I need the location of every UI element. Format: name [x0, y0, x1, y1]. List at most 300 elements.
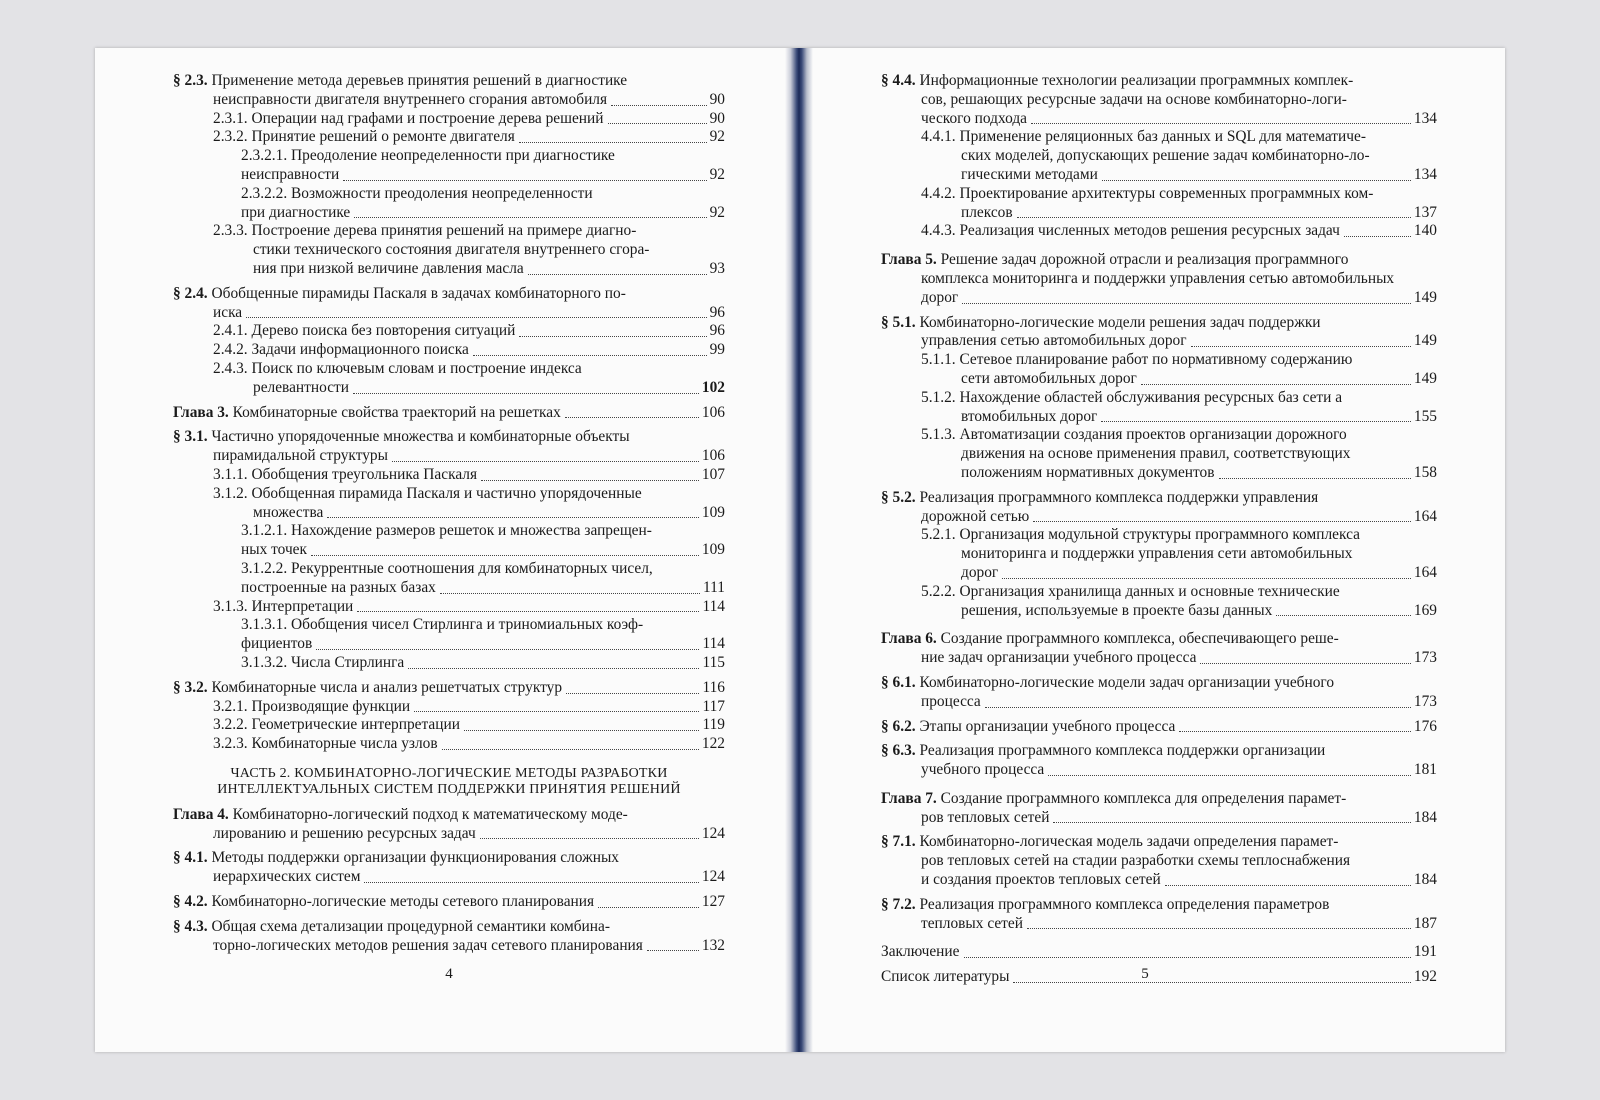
- toc-page-number: 173: [1413, 692, 1437, 710]
- leader-dots: [1033, 521, 1411, 522]
- toc-entry-text: Обобщенные пирамиды Паскаля в задачах комбинаторного по-: [211, 284, 626, 302]
- toc-entry-line: [241, 635, 725, 654]
- toc-entry[interactable]: [881, 128, 1437, 184]
- toc-entry-line: [921, 445, 1437, 464]
- leader-dots: [1344, 236, 1411, 237]
- toc-entry-title: Заключение: [881, 943, 960, 961]
- toc-entry[interactable]: [173, 428, 725, 466]
- toc-entry-line: [881, 693, 1437, 712]
- toc-entry-text: [921, 693, 981, 712]
- toc-entry[interactable]: [881, 943, 1437, 962]
- toc-entry[interactable]: [881, 630, 1437, 668]
- toc-entry[interactable]: [173, 806, 725, 844]
- leader-dots: [311, 555, 699, 556]
- toc-entry-text: [241, 541, 307, 560]
- toc-page-number: 191: [1413, 943, 1437, 961]
- toc-entry-text: сов, решающих ресурсные задачи на основе комбинаторно-логи-: [921, 90, 1347, 108]
- toc-entry[interactable]: [881, 896, 1437, 934]
- toc-entry[interactable]: [173, 560, 725, 598]
- toc-page-number: 93: [709, 259, 725, 277]
- toc-entry[interactable]: [173, 698, 725, 717]
- toc-entry-text: [961, 370, 1137, 389]
- toc-entry-text: [241, 579, 436, 598]
- toc-entry-line: [213, 128, 725, 147]
- toc-entry-text: [213, 868, 360, 887]
- toc-entry-line: [881, 852, 1437, 871]
- toc-entry-title: Список литературы: [881, 968, 1010, 986]
- toc-page-number: 149: [1413, 332, 1437, 350]
- toc-page-number: 164: [1413, 507, 1437, 525]
- toc-entry-line: [213, 260, 725, 279]
- toc-page-number: 127: [701, 893, 725, 911]
- toc-page-number: 114: [702, 635, 725, 653]
- toc-entry[interactable]: [173, 285, 725, 323]
- toc-page-number: 124: [701, 824, 725, 842]
- leader-dots: [1102, 180, 1411, 181]
- toc-page-number: 149: [1413, 288, 1437, 306]
- toc-entry[interactable]: [881, 351, 1437, 389]
- toc-entry[interactable]: [881, 526, 1437, 582]
- toc-entry[interactable]: [881, 742, 1437, 780]
- toc-page-number: 158: [1413, 463, 1437, 481]
- toc-entry-text: 5.2.2. Организация хранилища данных и основные технические: [921, 582, 1340, 600]
- toc-entry-text: [213, 825, 476, 844]
- toc-entry-marker: § 3.2.: [173, 678, 208, 696]
- toc-entry-text: 4.4.2. Проектирование архитектуры современных программных ком-: [921, 184, 1374, 202]
- toc-entry[interactable]: [173, 598, 725, 617]
- toc-page-number: 115: [702, 653, 725, 671]
- toc-entry-text: [213, 698, 410, 717]
- leader-dots: [1101, 421, 1411, 422]
- toc-entry[interactable]: [881, 426, 1437, 482]
- toc-entry[interactable]: [173, 360, 725, 398]
- toc-entry-marker: § 2.3.: [173, 72, 208, 89]
- toc-entry-title: 2.3.1. Операции над графами и построение дерева решений: [213, 109, 604, 127]
- toc-entry-text: 2.3.3. Построение дерева принятия решений на примере диагно-: [213, 222, 637, 240]
- toc-entry[interactable]: [881, 222, 1437, 241]
- toc-entry-line: [213, 598, 725, 617]
- table-of-contents-right: [881, 72, 1437, 987]
- toc-page-number: 134: [1413, 165, 1437, 183]
- toc-entry-line: [921, 351, 1437, 370]
- toc-entry-text: [921, 289, 958, 308]
- toc-page-number: 92: [709, 165, 725, 183]
- toc-entry-marker: § 5.1.: [881, 313, 916, 331]
- toc-entry[interactable]: [881, 718, 1437, 737]
- toc-entry-title: и создания проектов тепловых сетей: [921, 871, 1161, 889]
- toc-page-number: 124: [701, 868, 725, 886]
- toc-entry[interactable]: [881, 185, 1437, 223]
- toc-entry-marker: § 4.3.: [173, 917, 208, 935]
- toc-entry-line: [921, 185, 1437, 204]
- toc-entry-text: [921, 649, 1196, 668]
- toc-entry-text: [241, 166, 339, 185]
- leader-dots: [1048, 775, 1411, 776]
- toc-entry-title: Комбинаторные свойства траекторий на решетках: [232, 403, 561, 421]
- right-page: [805, 48, 1505, 1052]
- toc-entry[interactable]: [881, 314, 1437, 352]
- toc-entry-line: [173, 447, 725, 466]
- toc-entry-title: множества: [253, 503, 324, 521]
- toc-entry-line: [173, 806, 725, 825]
- toc-entry-line: [881, 332, 1437, 351]
- left-page: [95, 48, 795, 1052]
- toc-entry-line: [921, 545, 1437, 564]
- leader-dots: [565, 417, 699, 418]
- toc-page-number: 99: [709, 341, 725, 359]
- toc-entry[interactable]: [173, 322, 725, 341]
- toc-page-number: 169: [1413, 601, 1437, 619]
- toc-entry-text: 2.3.2.1. Преодоление неопределенности при диагностике: [241, 147, 615, 165]
- leader-dots: [1276, 615, 1411, 616]
- toc-entry-text: [213, 304, 242, 323]
- toc-entry-text: стики технического состояния двигателя внутреннего сгора-: [253, 241, 650, 259]
- leader-dots: [414, 711, 699, 712]
- toc-entry-line: [213, 360, 725, 379]
- toc-entry-text: [241, 654, 404, 673]
- leader-dots: [343, 180, 706, 181]
- leader-dots: [327, 517, 699, 518]
- toc-entry-line: [921, 564, 1437, 583]
- toc-entry-text: Реализация программного комплекса определения параметров: [919, 895, 1330, 913]
- leader-dots: [1165, 885, 1411, 886]
- toc-entry-title: Комбинаторные числа и анализ решетчатых структур: [211, 678, 563, 696]
- toc-entry-marker: § 7.2.: [881, 895, 916, 913]
- toc-entry-line: [881, 833, 1437, 852]
- toc-page-number: 109: [701, 503, 725, 521]
- toc-page-number: 117: [702, 697, 725, 715]
- toc-entry-text: [241, 635, 312, 654]
- toc-page-number: 109: [701, 541, 725, 559]
- toc-entry-text: [213, 128, 515, 147]
- toc-entry[interactable]: [173, 918, 725, 956]
- toc-entry-text: [921, 809, 1049, 828]
- toc-entry[interactable]: [173, 110, 725, 129]
- toc-entry-title: сети автомобильных дорог: [961, 369, 1137, 387]
- toc-entry-text: [921, 508, 1029, 527]
- toc-entry-text: [213, 466, 477, 485]
- toc-entry[interactable]: [881, 833, 1437, 889]
- toc-entry-text: 5.1.3. Автоматизации создания проектов организации дорожного: [921, 426, 1347, 444]
- toc-entry-title: плексов: [961, 203, 1013, 221]
- toc-entry-marker: § 3.1.: [173, 428, 208, 446]
- toc-entry-line: [881, 742, 1437, 761]
- toc-entry-line: [921, 370, 1437, 389]
- toc-entry-line: [881, 896, 1437, 915]
- toc-entry-text: [213, 735, 438, 754]
- leader-dots: [608, 123, 707, 124]
- toc-entry[interactable]: [173, 849, 725, 887]
- section-gap: [881, 241, 1437, 251]
- leader-dots: [316, 649, 699, 650]
- leader-dots: [962, 303, 1411, 304]
- toc-page-number: 90: [709, 109, 725, 127]
- toc-entry-text: 3.1.3.1. Обобщения чисел Стирлинга и триномиальных коэф-: [241, 616, 644, 634]
- toc-entry-text: Комбинаторно-логический подход к математическому моде-: [232, 805, 628, 823]
- toc-entry-line: [213, 698, 725, 717]
- toc-page-number: 155: [1413, 407, 1437, 425]
- toc-page-number: 106: [701, 447, 725, 465]
- toc-page-number: 119: [702, 716, 725, 734]
- toc-entry[interactable]: [173, 466, 725, 485]
- toc-entry[interactable]: [173, 72, 725, 110]
- toc-entry-title: 2.4.1. Дерево поиска без повторения ситуаций: [213, 322, 516, 340]
- toc-entry[interactable]: [173, 341, 725, 360]
- toc-entry-title: 3.2.2. Геометрические интерпретации: [213, 716, 460, 734]
- toc-entry-marker: Глава 4.: [173, 805, 229, 823]
- toc-entry-text: 3.1.2.2. Рекуррентные соотношения для комбинаторных чисел,: [241, 559, 653, 577]
- toc-entry-title: Этапы организации учебного процесса: [919, 717, 1176, 735]
- toc-entry-text: [213, 110, 604, 129]
- toc-entry-line: [881, 630, 1437, 649]
- toc-entry-title: построенные на разных базах: [241, 578, 436, 596]
- toc-entry-text: 5.2.1. Организация модульной структуры программного комплекса: [921, 526, 1360, 544]
- toc-entry[interactable]: [881, 489, 1437, 527]
- toc-entry-marker: § 4.1.: [173, 849, 208, 867]
- toc-entry-text: Решение задач дорожной отрасли и реализация программного: [940, 251, 1349, 269]
- toc-page-number: 107: [701, 465, 725, 483]
- toc-entry-line: [881, 649, 1437, 668]
- leader-dots: [442, 749, 699, 750]
- toc-entry-title: лированию и решению ресурсных задач: [213, 824, 476, 842]
- toc-entry-line: [921, 389, 1437, 408]
- toc-entry-line: [173, 72, 725, 91]
- toc-entry[interactable]: [173, 185, 725, 223]
- toc-entry-title: управления сетью автомобильных дорог: [921, 332, 1187, 350]
- toc-entry-line: [921, 583, 1437, 602]
- toc-entry-title: ния при низкой величине давления масла: [253, 259, 524, 277]
- toc-entry-line: [241, 166, 725, 185]
- leader-dots: [392, 461, 699, 462]
- toc-entry-line: [213, 110, 725, 129]
- leader-dots: [528, 274, 707, 275]
- toc-entry-line: [881, 674, 1437, 693]
- toc-entry-line: [213, 322, 725, 341]
- toc-entry-title: 3.1.3. Интерпретации: [213, 597, 354, 615]
- toc-entry-title: Комбинаторно-логические методы сетевого планирования: [211, 893, 595, 911]
- toc-entry-text: [173, 404, 561, 423]
- leader-dots: [1031, 123, 1411, 124]
- leader-dots: [357, 611, 699, 612]
- toc-entry-marker: § 2.4.: [173, 284, 208, 302]
- toc-entry-title: неисправности: [241, 165, 340, 183]
- leader-dots: [1027, 928, 1411, 929]
- toc-page-number: 176: [1413, 717, 1437, 735]
- part-title-line: ИНТЕЛЛЕКТУАЛЬНЫХ СИСТЕМ ПОДДЕРЖКИ ПРИНЯТИЯ РЕШЕНИЙ: [217, 781, 681, 797]
- toc-entry-text: Создание программного комплекса для определения парамет-: [940, 789, 1347, 807]
- toc-entry-line: [881, 314, 1437, 333]
- toc-entry-line: [921, 147, 1437, 166]
- toc-entry-line: [213, 341, 725, 360]
- toc-entry[interactable]: [173, 485, 725, 523]
- toc-entry-line: [213, 716, 725, 735]
- toc-entry-title: тепловых сетей: [921, 914, 1023, 932]
- toc-entry-title: при диагностике: [241, 203, 351, 221]
- toc-entry[interactable]: [881, 251, 1437, 307]
- toc-entry-title: втомобильных дорог: [961, 407, 1098, 425]
- page-number: 5: [1141, 966, 1149, 982]
- toc-entry-text: Комбинаторно-логические модели решения задач поддержки: [919, 313, 1321, 331]
- toc-entry-text: Методы поддержки организации функционирования сложных: [211, 849, 620, 867]
- toc-entry[interactable]: [881, 674, 1437, 712]
- leader-dots: [566, 693, 699, 694]
- toc-entry[interactable]: [881, 583, 1437, 621]
- toc-entry-text: [213, 91, 607, 110]
- leader-dots: [1219, 478, 1411, 479]
- toc-entry-line: [213, 735, 725, 754]
- toc-page-number: 184: [1413, 808, 1437, 826]
- toc-entry-text: ров тепловых сетей на стадии разработки схемы теплоснабжения: [921, 852, 1351, 870]
- leader-dots: [985, 707, 1411, 708]
- leader-dots: [246, 317, 706, 318]
- toc-entry[interactable]: [881, 790, 1437, 828]
- toc-entry-text: [213, 716, 460, 735]
- toc-entry[interactable]: [173, 654, 725, 673]
- toc-entry-title: иска: [213, 303, 243, 321]
- toc-page-number: 192: [1413, 968, 1437, 986]
- toc-entry-line: [881, 871, 1437, 890]
- toc-entry-line: [881, 251, 1437, 270]
- section-gap: [881, 620, 1437, 630]
- leader-dots: [354, 217, 706, 218]
- toc-entry-title: 4.4.3. Реализация численных методов решения ресурсных задач: [921, 222, 1340, 240]
- toc-entry-title: иерархических систем: [213, 868, 361, 886]
- toc-entry-marker: Глава 6.: [881, 630, 937, 648]
- toc-entry-marker: § 7.1.: [881, 833, 916, 851]
- toc-entry-marker: Глава 3.: [173, 403, 229, 421]
- toc-entry[interactable]: [173, 735, 725, 754]
- toc-entry-text: 4.4.1. Применение реляционных баз данных и SQL для математиче-: [921, 128, 1366, 146]
- leader-dots: [464, 730, 700, 731]
- toc-entry-line: [241, 616, 725, 635]
- toc-entry-marker: § 4.4.: [881, 72, 916, 89]
- toc-entry-text: Частично упорядоченные множества и комбинаторные объекты: [211, 428, 630, 446]
- toc-entry-line: [173, 404, 725, 423]
- toc-entry-text: Общая схема детализации процедурной семантики комбина-: [211, 917, 610, 935]
- toc-page-number: 122: [701, 735, 725, 753]
- toc-entry-text: [253, 379, 349, 398]
- toc-entry-marker: § 6.3.: [881, 742, 916, 760]
- toc-page-number: 132: [701, 936, 725, 954]
- toc-page-number: 102: [701, 378, 725, 396]
- toc-entry-title: 3.2.1. Производящие функции: [213, 697, 411, 715]
- toc-entry[interactable]: [881, 389, 1437, 427]
- toc-entry-line: [921, 464, 1437, 483]
- toc-entry-text: [921, 761, 1044, 780]
- toc-entry-text: 2.3.2.2. Возможности преодоления неопределенности: [241, 184, 593, 202]
- toc-entry-line: [921, 204, 1437, 223]
- toc-entry-line: [241, 147, 725, 166]
- toc-page-number: 137: [1413, 203, 1437, 221]
- toc-entry-text: [921, 871, 1161, 890]
- section-gap: [881, 780, 1437, 790]
- toc-entry-text: [961, 602, 1272, 621]
- toc-entry-title: 2.3.2. Принятие решений о ремонте двигателя: [213, 128, 515, 146]
- toc-entry-text: движения на основе применения правил, соответствующих: [961, 445, 1351, 463]
- toc-entry-line: [241, 522, 725, 541]
- toc-entry-line: [921, 602, 1437, 621]
- toc-entry[interactable]: [881, 72, 1437, 128]
- toc-entry[interactable]: [173, 128, 725, 147]
- toc-entry-title: учебного процесса: [921, 761, 1045, 779]
- toc-entry-title: решения, используемые в проекте базы данных: [961, 601, 1273, 619]
- part-title-line: ЧАСТЬ 2. КОМБИНАТОРНО-ЛОГИЧЕСКИЕ МЕТОДЫ РАЗРАБОТКИ: [230, 765, 668, 781]
- leader-dots: [611, 105, 707, 106]
- toc-entry-text: [881, 718, 1175, 737]
- toc-entry-text: [241, 204, 350, 223]
- toc-page-number: 149: [1413, 369, 1437, 387]
- toc-entry-marker: Глава 5.: [881, 251, 937, 269]
- toc-entry[interactable]: [173, 716, 725, 735]
- toc-page-number: 114: [702, 597, 725, 615]
- toc-entry-text: Реализация программного комплекса поддержки управления: [919, 488, 1319, 506]
- toc-entry[interactable]: [173, 222, 725, 278]
- section-gap: [881, 933, 1437, 943]
- toc-page-number: 90: [709, 90, 725, 108]
- toc-entry-line: [241, 204, 725, 223]
- toc-entry[interactable]: [173, 616, 725, 654]
- toc-page-number: 106: [701, 403, 725, 421]
- toc-entry-line: [881, 72, 1437, 91]
- toc-page-number: 134: [1413, 109, 1437, 127]
- toc-entry-line: [881, 489, 1437, 508]
- toc-entry-text: [213, 341, 469, 360]
- toc-entry-marker: Глава 7.: [881, 789, 937, 807]
- toc-entry-line: [173, 868, 725, 887]
- toc-entry-title: ние задач организации учебного процесса: [921, 649, 1197, 667]
- toc-page-number: 140: [1413, 222, 1437, 240]
- toc-entry-title: 2.4.2. Задачи информационного поиска: [213, 341, 469, 359]
- toc-entry-text: [881, 943, 960, 962]
- toc-page-number: 116: [702, 678, 725, 696]
- leader-dots: [598, 907, 699, 908]
- toc-entry-text: [213, 322, 515, 341]
- toc-entry-line: [881, 943, 1437, 962]
- toc-entry-text: [921, 110, 1027, 129]
- toc-entry-line: [921, 408, 1437, 427]
- toc-entry[interactable]: [173, 679, 725, 698]
- toc-entry-title: ров тепловых сетей: [921, 808, 1050, 826]
- leader-dots: [519, 142, 707, 143]
- toc-page-number: 96: [709, 322, 725, 340]
- toc-entry-text: мониторинга и поддержки управления сети автомобильных: [961, 545, 1353, 563]
- toc-page-number: 96: [709, 303, 725, 321]
- toc-entry-title: пирамидальной структуры: [213, 447, 388, 465]
- toc-page-number: 92: [709, 128, 725, 146]
- toc-entry-text: [961, 408, 1097, 427]
- toc-entry-text: Комбинаторно-логические модели задач организации учебного: [919, 673, 1335, 691]
- toc-page-number: 184: [1413, 871, 1437, 889]
- toc-entry-line: [881, 508, 1437, 527]
- toc-entry-text: [921, 915, 1023, 934]
- toc-entry[interactable]: [173, 893, 725, 912]
- toc-entry-line: [881, 289, 1437, 308]
- leader-dots: [481, 480, 699, 481]
- toc-entry-line: [921, 526, 1437, 545]
- leader-dots: [1053, 822, 1410, 823]
- toc-entry-line: [173, 849, 725, 868]
- toc-entry-line: [213, 222, 725, 241]
- toc-entry[interactable]: [173, 404, 725, 423]
- toc-entry-title: положениям нормативных документов: [961, 463, 1215, 481]
- toc-entry-title: дорог: [921, 288, 959, 306]
- toc-entry-title: ческого подхода: [921, 109, 1027, 127]
- toc-entry[interactable]: [173, 147, 725, 185]
- toc-entry-title: релевантности: [253, 378, 350, 396]
- leader-dots: [473, 355, 707, 356]
- toc-entry[interactable]: [173, 522, 725, 560]
- toc-entry-line: [173, 91, 725, 110]
